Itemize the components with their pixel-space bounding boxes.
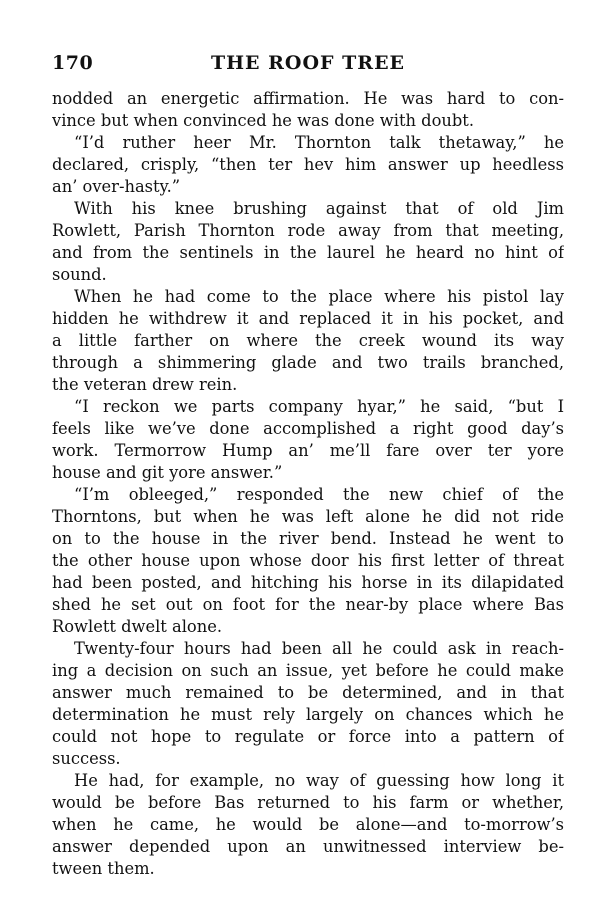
text-line: feels like we’ve done accomplished a right good day’s (52, 419, 564, 438)
text-line: the other house upon whose door his first letter of threat (52, 551, 564, 570)
running-head (52, 52, 564, 76)
text-line: house and git yore answer.” (52, 463, 283, 482)
text-line: answer depended upon an unwitnessed interview be- (52, 837, 564, 856)
text-line: determination he must rely largely on chances which he (52, 705, 564, 724)
text-line: had been posted, and hitching his horse in its dilapidated (52, 573, 564, 592)
text-line: success. (52, 749, 121, 768)
text-line: would be before Bas returned to his farm or whether, (52, 793, 564, 812)
text-line: hidden he withdrew it and replaced it in his pocket, and (52, 309, 564, 328)
text-line: could not hope to regulate or force into a pattern of (52, 727, 564, 746)
body-text (52, 88, 564, 880)
text-line: the veteran drew rein. (52, 375, 238, 394)
text-line: a little farther on where the creek wound its way (52, 331, 564, 350)
text-line: declared, crisply, “then ter hev him answer up heedless (52, 155, 564, 174)
text-line: Rowlett dwelt alone. (52, 617, 223, 636)
text-line: tween them. (52, 859, 155, 878)
text-line: when he came, he would be alone—and to-morrow’s (52, 815, 564, 834)
text-line: Thorntons, but when he was left alone he did not ride (52, 507, 564, 526)
text-line: on to the house in the river bend. Instead he went to (52, 529, 564, 548)
text-line: an’ over-hasty.” (52, 177, 181, 196)
text-line: ing a decision on such an issue, yet before he could make (52, 661, 564, 680)
text-line: answer much remained to be determined, and in that (52, 683, 564, 702)
text-line: Twenty-four hours had been all he could ask in reach- (74, 639, 564, 658)
book-title: THE ROOF TREE (210, 52, 406, 74)
text-line: He had, for example, no way of guessing how long it (74, 771, 564, 790)
text-line: sound. (52, 265, 107, 284)
text-line: “I reckon we parts company hyar,” he said, “but I (74, 397, 564, 416)
text-line: vince but when convinced he was done with doubt. (52, 111, 475, 130)
text-line: When he had come to the place where his pistol lay (74, 287, 564, 306)
text-line: With his knee brushing against that of old Jim (74, 199, 564, 218)
text-line: Rowlett, Parish Thornton rode away from that meeting, (52, 221, 564, 240)
text-line: and from the sentinels in the laurel he heard no hint of (52, 243, 564, 262)
text-line: through a shimmering glade and two trails branched, (52, 353, 564, 372)
text-line: shed he set out on foot for the near-by place where Bas (52, 595, 564, 614)
text-line: work. Termorrow Hump an’ me’ll fare over ter yore (52, 441, 564, 460)
text-line: “I’d ruther heer Mr. Thornton talk thetaway,” he (74, 133, 564, 152)
text-line: nodded an energetic affirmation. He was hard to con- (52, 89, 564, 108)
page-number: 170 (52, 52, 94, 74)
text-line: “I’m obleeged,” responded the new chief of the (74, 485, 564, 504)
